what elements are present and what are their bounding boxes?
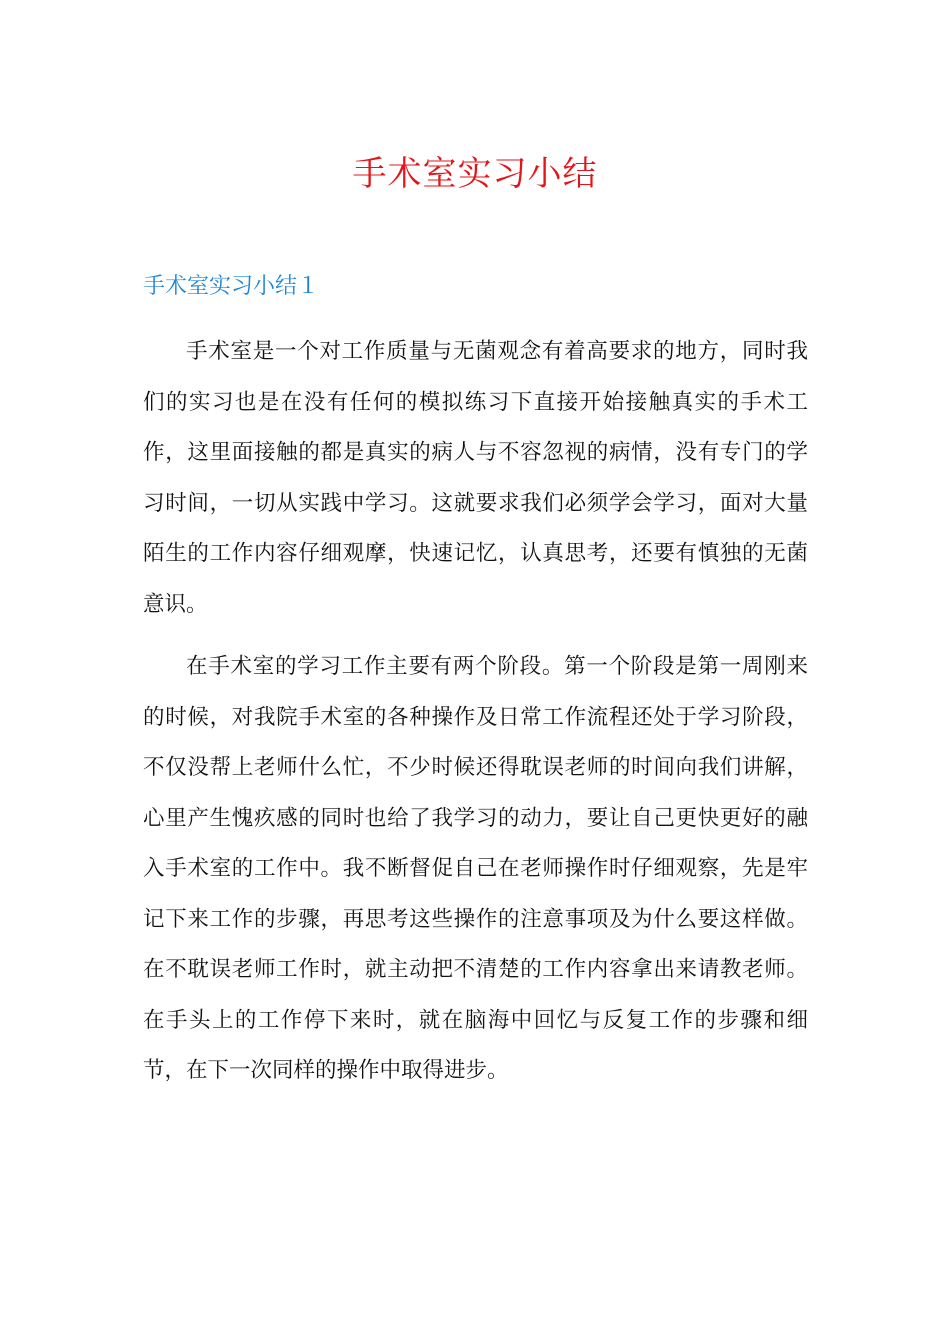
body-paragraph-2: 在手术室的学习工作主要有两个阶段。第一个阶段是第一周刚来的时候，对我院手术室的各种操作及日常工作流程还处于学习阶段，不仅没帮上老师什么忙，不少时候还得耽误老师的时间向我们讲解，心里产生愧疚感的同时也给了我学习的动力，要让自己更快更好的融入手术室的工作中。我不断督促自己在老师操作时仔细观察，先是牢记下来工作的步骤，再思考这些操作的注意事项及为什么要这样做。在不耽误老师工作时，就主动把不清楚的工作内容拿出来请教老师。在手头上的工作停下来时，就在脑海中回忆与反复工作的步骤和细节，在下一次同样的操作中取得进步。 <box>143 654 808 1083</box>
document-title: 手术室实习小结 <box>352 154 598 194</box>
section-heading: 手术室实习小结１ <box>143 274 320 299</box>
body-paragraph-1: 手术室是一个对工作质量与无菌观念有着高要求的地方，同时我们的实习也是在没有任何的模拟练习下直接开始接触真实的手术工作，这里面接触的都是真实的病人与不容忽视的病情，没有专门的学习时间，一切从实践中学习。这就要求我们必须学会学习，面对大量陌生的工作内容仔细观摩，快速记忆，认真思考，还要有慎独的无菌意识。 <box>143 339 808 617</box>
